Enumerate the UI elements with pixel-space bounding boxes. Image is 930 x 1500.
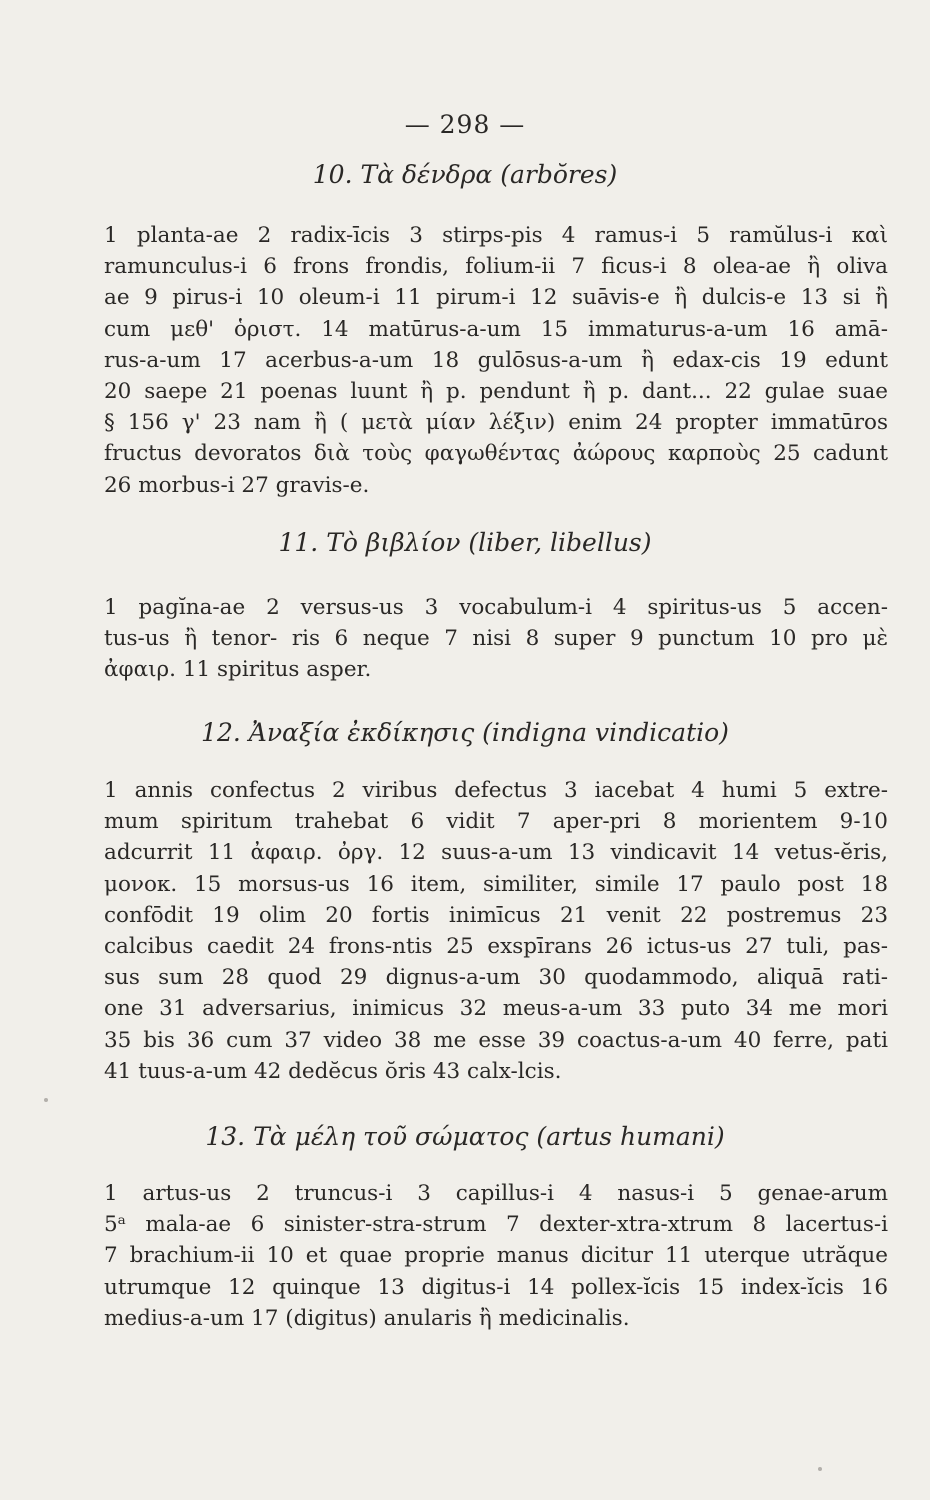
section-heading: Τὸ βιβλίον (liber, libellus) (326, 528, 652, 557)
text-line: 1 pagĭna-ae 2 versus-us 3 vocabulum-i 4 spiritus-us 5 accen- (104, 595, 888, 620)
section-title-12 (0, 718, 930, 747)
section-title-13 (0, 1122, 930, 1151)
text-line: 1 annis confectus 2 viribus defectus 3 iacebat 4 humi 5 extre- (104, 778, 888, 803)
section-heading: Τὰ δένδρα (arbŏres) (360, 160, 618, 189)
text-line: 7 brachium-ii 10 et quae proprie manus dicitur 11 uterque utrăque (104, 1243, 888, 1269)
text-line: rus-a-um 17 acerbus-a-um 18 gulōsus-a-um ἢ edax-cis 19 edunt (104, 347, 888, 373)
text-line: μονοκ. 15 morsus-us 16 item, similiter, simile 17 paulo post 18 (104, 871, 888, 897)
section-paragraph-12 (104, 775, 888, 1087)
text-line: medius-a-um 17 (digitus) anularis ἢ medicinalis. (104, 1305, 630, 1331)
text-line: 1 artus-us 2 truncus-i 3 capillus-i 4 nasus-i 5 genae-arum (104, 1181, 888, 1206)
text-line: 35 bis 36 cum 37 video 38 me esse 39 coactus-a-um 40 ferre, pati (104, 1027, 888, 1053)
section-number: 10. (312, 160, 353, 189)
section-number: 12. (201, 718, 241, 747)
section-paragraph-13 (104, 1178, 888, 1334)
section-heading: Ἀναξία ἐκδίκησις (indigna vindicatio) (248, 718, 729, 747)
text-line: ἀφαιρ. 11 spiritus asper. (104, 657, 372, 683)
text-line: confōdit 19 olim 20 fortis inimīcus 21 venit 22 postremus 23 (104, 902, 888, 928)
section-paragraph-11 (104, 592, 888, 686)
section-paragraph-10 (104, 220, 888, 501)
text-line: ramunculus-i 6 frons frondis, folium-ii 7 ficus-i 8 olea-ae ἢ oliva (104, 254, 888, 280)
page-number: — 298 — (404, 110, 526, 139)
section-title-11 (0, 528, 930, 557)
section-number: 13. (205, 1122, 246, 1151)
text-line: § 156 γ' 23 nam ἢ ( μετὰ μίαν λέξιν) enim 24 propter immatūros (104, 410, 888, 436)
section-heading: Τὰ μέλη τοῦ σώματος (artus humani) (253, 1122, 725, 1151)
text-line: ae 9 pirus-i 10 oleum-i 11 pirum-i 12 suāvis-e ἢ dulcis-e 13 si ἢ (104, 285, 888, 311)
text-line: cum μεθ' ὁριστ. 14 matūrus-a-um 15 immaturus-a-um 16 amā- (104, 316, 888, 342)
text-line: adcurrit 11 ἀφαιρ. ὀργ. 12 suus-a-um 13 vindicavit 14 vetus-ĕris, (104, 840, 888, 866)
text-line: sus sum 28 quod 29 dignus-a-um 30 quodammodo, aliquā rati- (104, 965, 888, 991)
ink-speck (44, 1098, 48, 1102)
ink-speck (818, 1467, 822, 1471)
text-line: 5ᵃ mala-ae 6 sinister-stra-strum 7 dexter-xtra-xtrum 8 lacertus-i (104, 1212, 888, 1238)
text-line: 20 saepe 21 poenas luunt ἢ p. pendunt ἢ p. dant... 22 gulae suae (104, 379, 888, 405)
text-line: utrumque 12 quinque 13 digitus-i 14 pollex-ĭcis 15 index-ĭcis 16 (104, 1274, 888, 1300)
text-line: 26 morbus-i 27 gravis-e. (104, 472, 370, 498)
section-title-10 (0, 160, 930, 189)
text-line: tus-us ἢ tenor- ris 6 neque 7 nisi 8 super 9 punctum 10 pro μὲ (104, 626, 888, 652)
text-line: 1 planta-ae 2 radix-īcis 3 stirps-pis 4 ramus-i 5 ramŭlus-i καὶ (104, 223, 888, 248)
text-line: one 31 adversarius, inimicus 32 meus-a-um 33 puto 34 me mori (104, 996, 888, 1022)
text-line: calcibus caedit 24 frons-ntis 25 exspīrans 26 ictus-us 27 tuli, pas- (104, 934, 888, 960)
text-line: 41 tuus-a-um 42 dedĕcus ŏris 43 calx-lcis. (104, 1058, 562, 1084)
section-number: 11. (278, 528, 319, 557)
text-line: mum spiritum trahebat 6 vidit 7 aper-pri 8 morientem 9-10 (104, 809, 888, 835)
text-line: fructus devoratos διὰ τοὺς φαγωθέντας ἀώρους καρποὺς 25 cadunt (104, 441, 888, 467)
